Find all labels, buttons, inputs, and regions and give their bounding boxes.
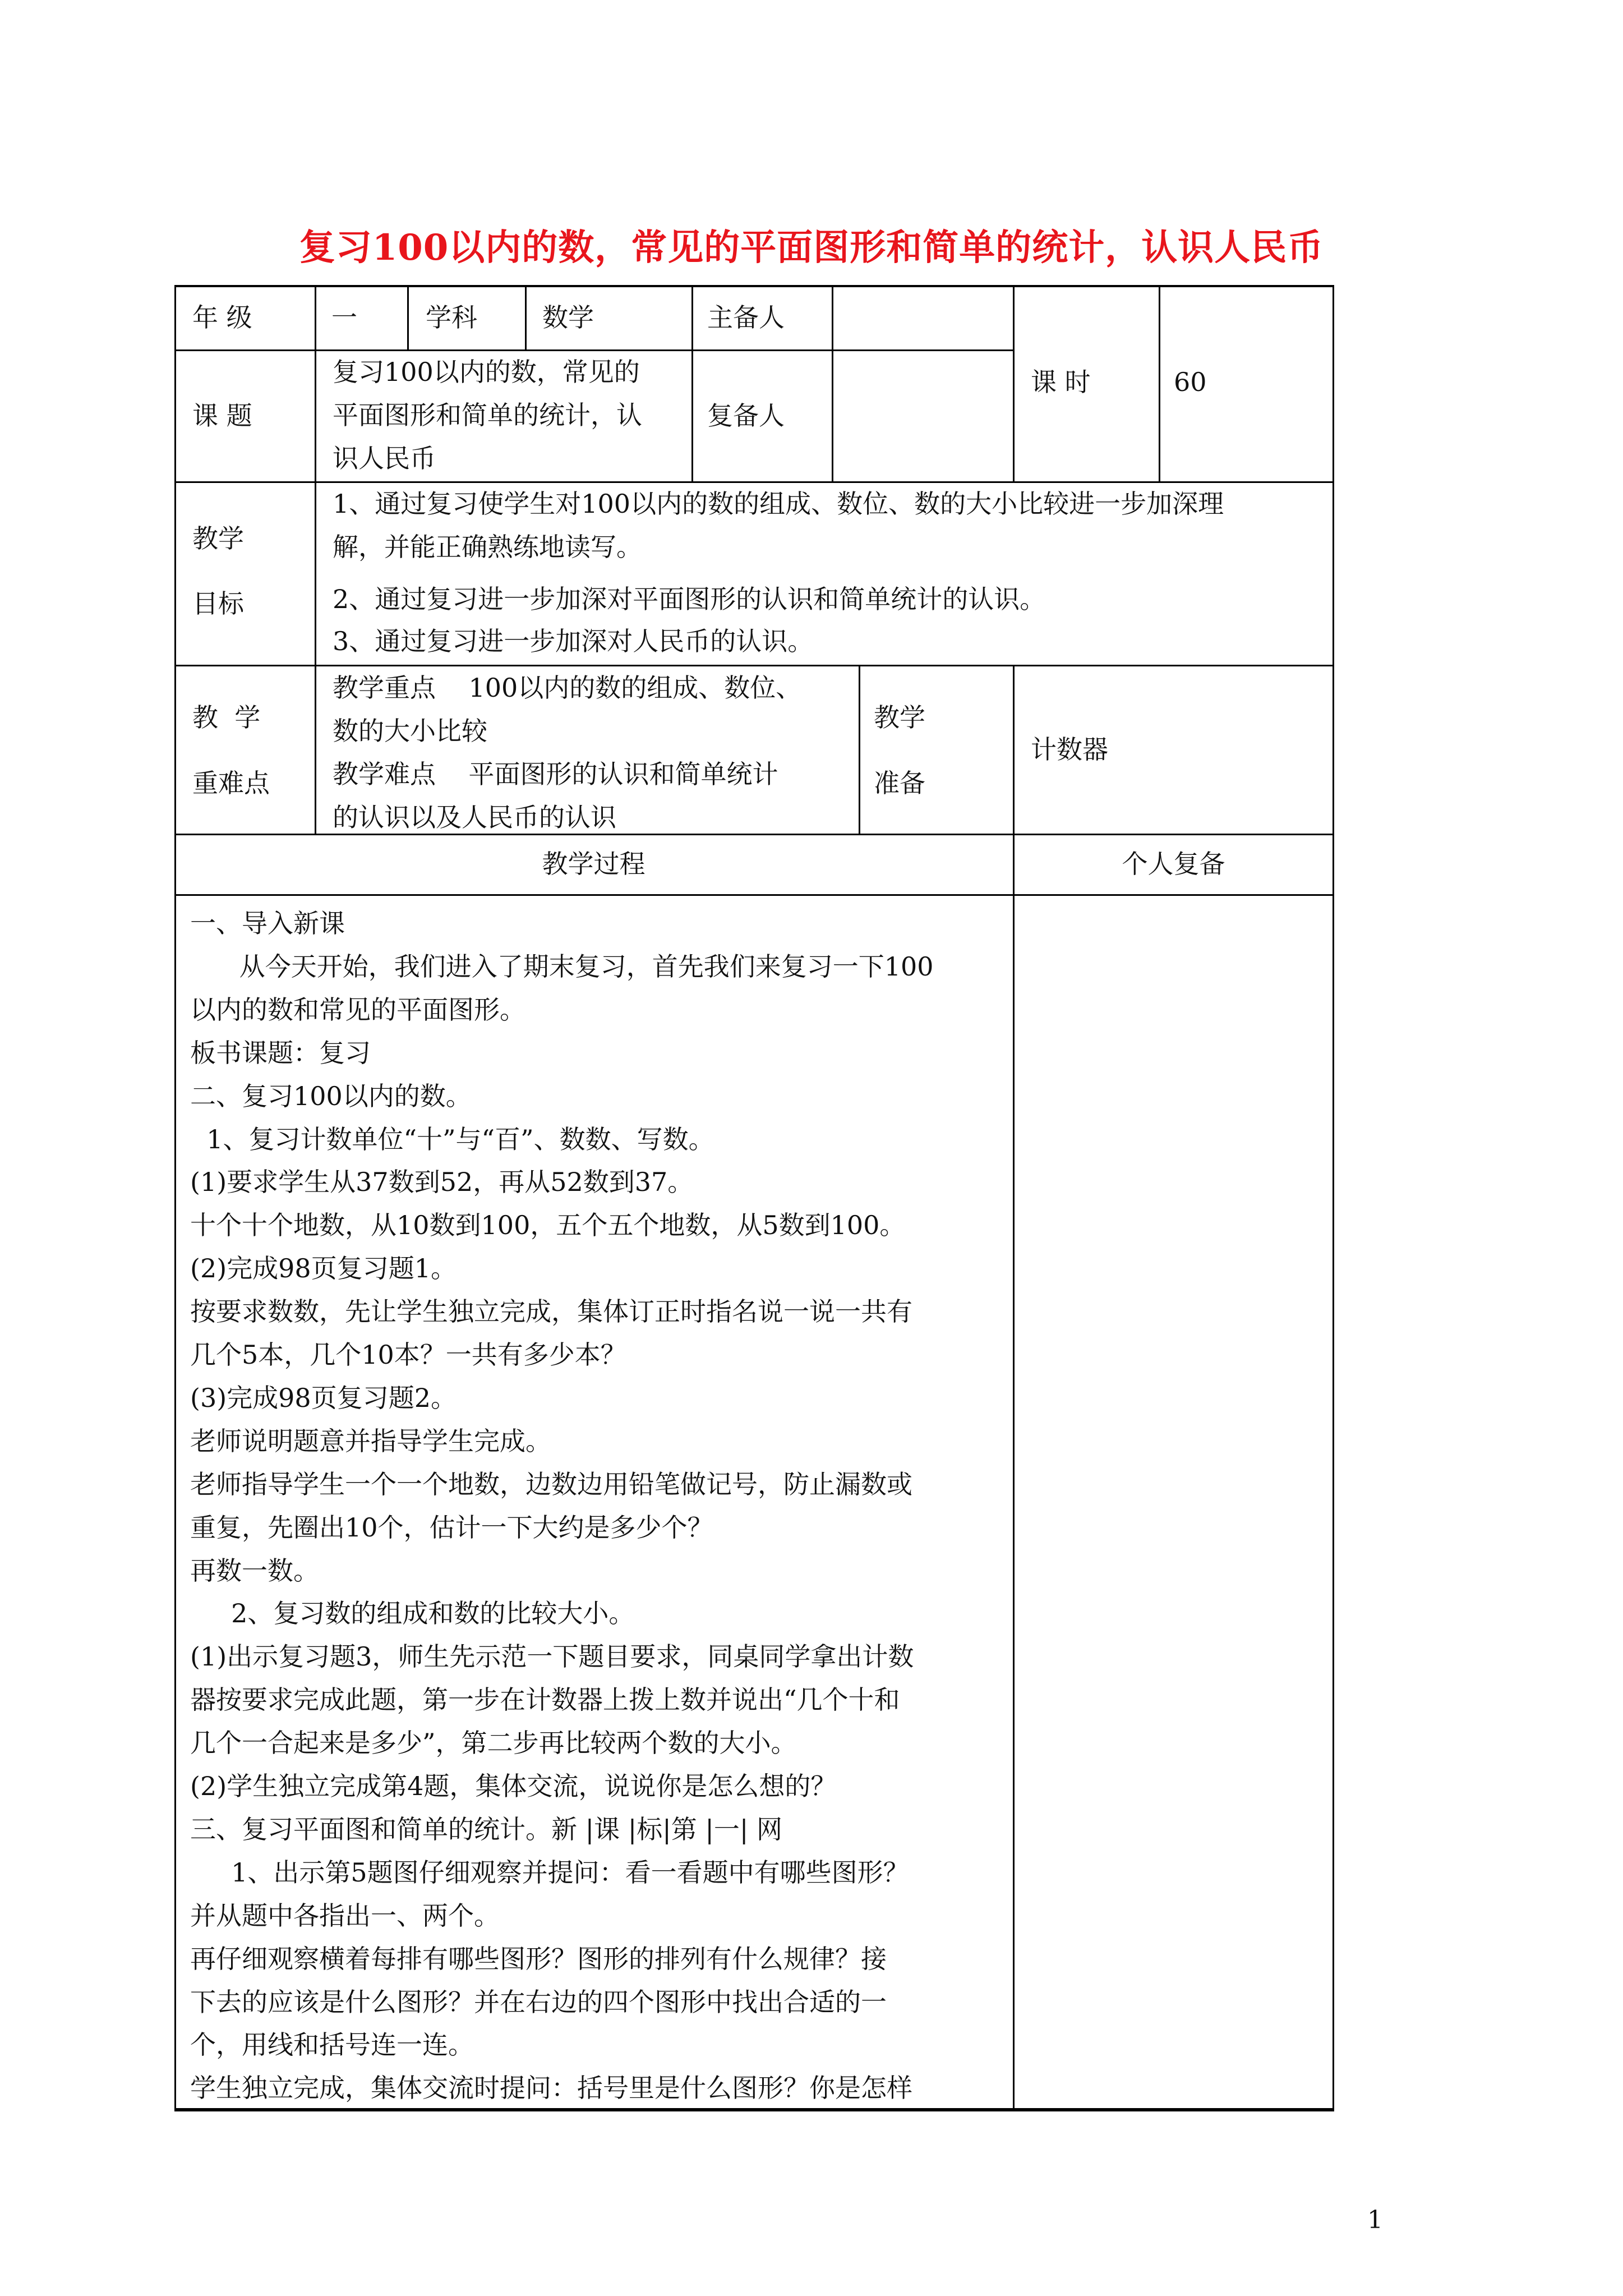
key-point-line: 的认识以及人民币的认识 — [333, 802, 616, 832]
table-border-left — [174, 285, 176, 2111]
lesson-time-label: 课 时 — [1031, 367, 1091, 397]
prep-value: 计数器 — [1031, 734, 1108, 765]
process-line: 器按要求完成此题，第一步在计数器上拨上数并说出“几个十和 — [190, 1685, 900, 1715]
subject-value: 数学 — [542, 302, 594, 333]
topic-value-line: 识人民币 — [333, 443, 436, 473]
process-line: (2)学生独立完成第4题，集体交流，说说你是怎么想的？ — [190, 1771, 837, 1801]
process-line: (1)要求学生从37数到52，再从52数到37。 — [190, 1167, 694, 1198]
goals-label: 教学 — [192, 523, 244, 554]
subject-label: 学科 — [426, 302, 477, 333]
process-line: 一、导入新课 — [190, 908, 345, 938]
table-rule — [407, 285, 409, 349]
grade-value: 一 — [331, 302, 357, 333]
goal-line: 3、通过复习进一步加深对人民币的认识。 — [333, 626, 814, 656]
process-line: 老师指导学生一个一个地数，边数边用铅笔做记号，防止漏数或 — [190, 1469, 912, 1499]
table-rule — [525, 285, 527, 349]
document-title: 复习100以内的数，常见的平面图形和简单的统计，认识人民币 — [299, 227, 1324, 269]
grade-label: 年 级 — [192, 302, 252, 333]
process-line: 几个一合起来是多少”，第二步再比较两个数的大小。 — [190, 1728, 797, 1759]
key-point-line: 数的大小比较 — [333, 716, 487, 746]
goals-label: 目标 — [192, 588, 244, 619]
process-line: 按要求数数，先让学生独立完成，集体订正时指名说一说一共有 — [190, 1296, 912, 1327]
process-line: (3)完成98页复习题2。 — [190, 1382, 457, 1413]
process-line: 板书课题：复习 — [190, 1037, 371, 1068]
process-line: 个，用线和括号连一连。 — [190, 2030, 474, 2060]
topic-value-line: 平面图形和简单的统计，认 — [333, 400, 642, 430]
key-points-label: 重难点 — [192, 768, 270, 798]
process-line: (2)完成98页复习题1。 — [190, 1253, 457, 1284]
secondary-preparer-label: 复备人 — [707, 401, 785, 431]
process-line: 二、复习100以内的数。 — [190, 1080, 472, 1111]
goal-line: 2、通过复习进一步加深对平面图形的认识和简单统计的认识。 — [333, 584, 1046, 614]
table-border-right — [1332, 285, 1334, 2111]
main-preparer-label: 主备人 — [707, 302, 785, 333]
process-line: 再数一数。 — [190, 1555, 319, 1586]
process-line: 1、出示第5题图仔细观察并提问：看一看题中有哪些图形？ — [190, 1857, 909, 1888]
process-line: 十个十个地数，从10数到100，五个五个地数，从5数到100。 — [190, 1210, 906, 1241]
process-header: 教学过程 — [542, 849, 645, 879]
process-line: 重复，先圈出10个，估计一下大约是多少个？ — [190, 1512, 713, 1543]
goal-line: 1、通过复习使学生对100以内的数的组成、数位、数的大小比较进一步加深理 — [333, 489, 1224, 519]
goal-line: 解，并能正确熟练地读写。 — [333, 532, 642, 562]
lesson-time-value: 60 — [1174, 367, 1207, 397]
topic-value-line: 复习100以内的数，常见的 — [333, 357, 640, 387]
table-rule — [859, 665, 860, 834]
process-line: 再仔细观察横着每排有哪些图形？图形的排列有什么规律？接 — [190, 1943, 887, 1974]
personal-review-header: 个人复备 — [1122, 849, 1225, 879]
table-rule — [1159, 285, 1160, 481]
process-line: 几个5本，几个10本？一共有多少本？ — [190, 1340, 626, 1370]
table-rule — [832, 285, 833, 481]
process-line: 并从题中各指出一、两个。 — [190, 1900, 500, 1931]
table-rule — [174, 894, 1334, 896]
process-line: 2、复习数的组成和数的比较大小。 — [190, 1598, 635, 1629]
table-rule — [1013, 285, 1015, 481]
process-line: 老师说明题意并指导学生完成。 — [190, 1425, 551, 1456]
process-line: 以内的数和常见的平面图形。 — [190, 994, 525, 1025]
key-point-line: 教学重点 100以内的数的组成、数位、 — [333, 673, 802, 703]
process-line: 下去的应该是什么图形？并在右边的四个图形中找出合适的一 — [190, 1986, 887, 2017]
page-number: 1 — [1367, 2206, 1383, 2234]
key-point-line: 教学难点 平面图形的认识和简单统计 — [333, 759, 778, 789]
table-rule — [691, 285, 693, 481]
process-line: 1、复习计数单位“十”与“百”、数数、写数。 — [190, 1124, 714, 1154]
process-line: (1)出示复习题3，师生先示范一下题目要求，同桌同学拿出计数 — [190, 1641, 914, 1672]
topic-label: 课 题 — [192, 401, 252, 431]
key-points-label: 教 学 — [192, 702, 261, 733]
table-rule — [315, 285, 316, 834]
prep-label: 准备 — [874, 768, 925, 798]
process-line: 三、复习平面图和简单的统计。新 |课 |标|第 |一| 网 — [190, 1814, 782, 1844]
process-line: 从今天开始，我们进入了期末复习，首先我们来复习一下100 — [190, 951, 934, 982]
lesson-plan-table — [174, 285, 1334, 2111]
prep-label: 教学 — [874, 702, 925, 733]
process-line: 学生独立完成，集体交流时提问：括号里是什么图形？你是怎样 — [190, 2073, 912, 2104]
